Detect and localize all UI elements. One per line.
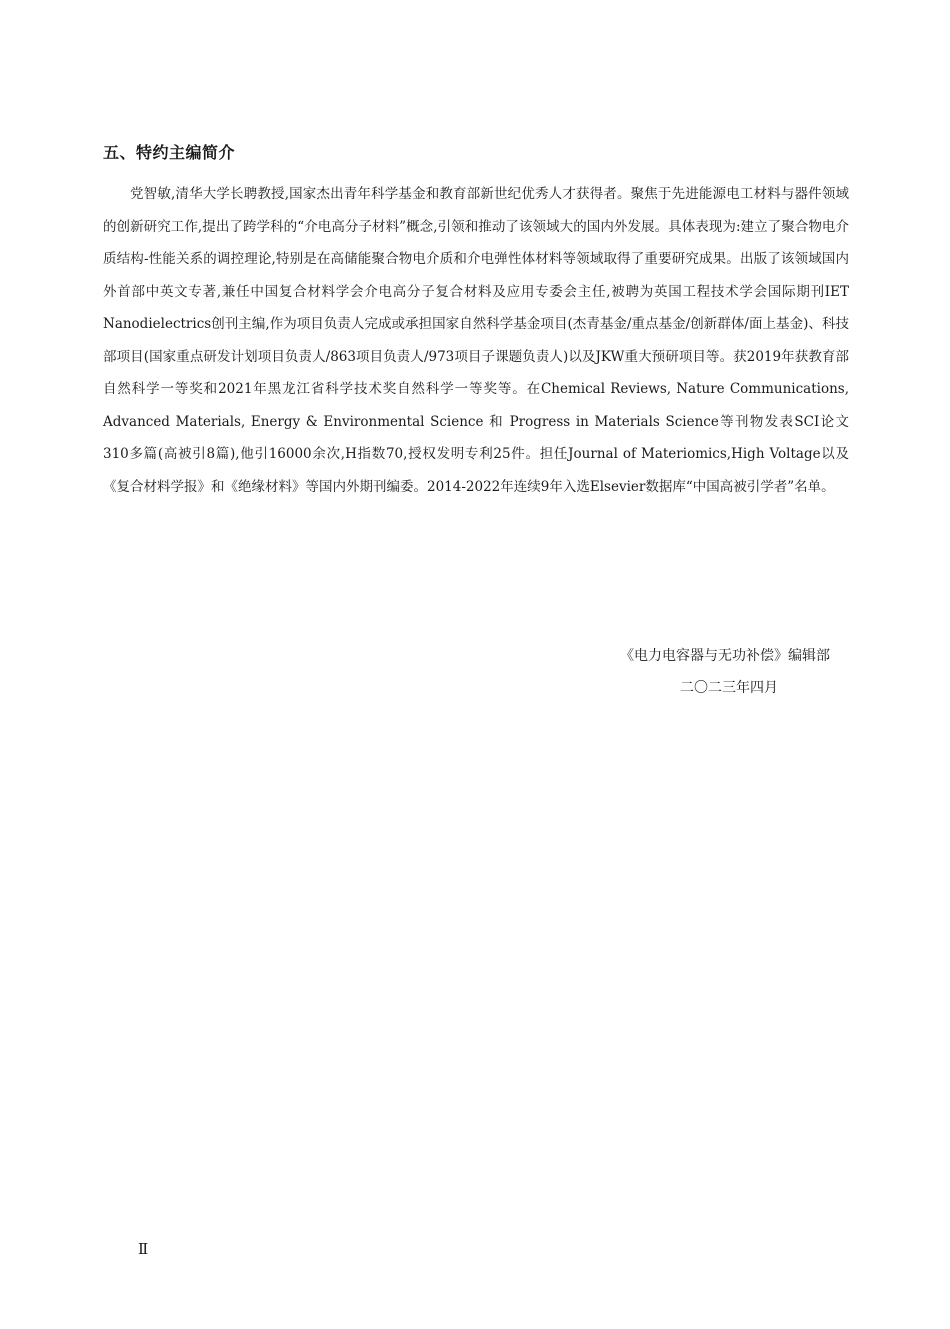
page-number: Ⅱ bbox=[138, 1240, 149, 1258]
signature-date: 二〇二三年四月 bbox=[680, 680, 778, 696]
signature-block bbox=[620, 640, 830, 704]
section-heading: 五、特约主编简介 bbox=[103, 143, 236, 162]
editor-biography: 党智敏,清华大学长聘教授,国家杰出青年科学基金和教育部新世纪优秀人才获得者。聚焦于先进能源电工材料与器件领域的创新研究工作,提出了跨学科的“介电高分子材料”概念,引领和推动了该领域大的国内外发展。具体表现为:建立了聚合物电介质结构-性能关系的调控理论,特别是在高储能聚合物电介质和介电弹性体材料等领域取得了重要研究成果。出版了该领域国内外首部中英文专著,兼任中国复合材料学会介电高分子复合材料及应用专委会主任,被聘为英国工程技术学会国际期刊IET Nanodielectrics创刊主编,作为项目负责人完成或承担国家自然科学基金项目(杰青基金/重点基金/创新群体/面上基金)、科技部项目(国家重点研发计划项目负责人/863项目负责人/973项目子课题负责人)以及JKW重大预研项目等。获2019年获教育部自然科学一等奖和2021年黑龙江省科学技术奖自然科学一等奖等。在Chemical Reviews, Nature Communications, Advanced Materials, Energy & Environmental Science 和 Progress in Materials Science等刊物发表SCI论文310多篇(高被引8篇),他引16000余次,H指数70,授权发明专利25件。担任Journal of Materiomics,High Voltage以及《复合材料学报》和《绝缘材料》等国内外期刊编委。2014-2022年连续9年入选Elsevier数据库“中国高被引学者”名单。 bbox=[103, 186, 849, 495]
editorial-department: 《电力电容器与无功补偿》编辑部 bbox=[620, 648, 830, 664]
